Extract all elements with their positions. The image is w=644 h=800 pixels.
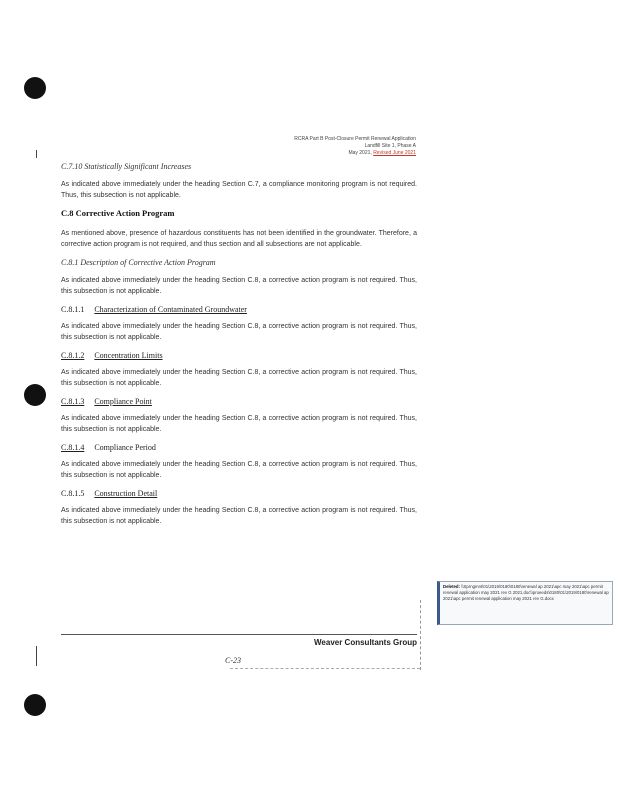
punch-hole-top [24,77,46,99]
deleted-comment-balloon[interactable] [437,581,613,625]
header-revision: Revised June 2021 [373,150,416,156]
section-paragraph: As indicated above immediately under the heading Section C.8, a corrective action program is not required. Thus, this subsection is not applicable. [61,415,417,433]
header-title: RCRA Part B Post-Closure Permit Renewal Application [294,136,416,142]
subsection-title: Construction Detail [94,489,158,498]
subsection-number: C.8.1.1 [61,305,85,314]
subsection-heading [61,350,417,361]
section-paragraph: As mentioned above, presence of hazardous constituents has not been identified in the groundwater. Therefore, a corrective action program is not required, and thus section and all subsections are not applicable. [61,230,417,248]
section-paragraph: As indicated above immediately under the heading Section C.8, a corrective action program is not required. Thus, this subsection is not applicable. [61,277,417,295]
header-site: Landfill Site 1, Phase A [364,143,416,149]
header-date: May 2021 [348,150,371,156]
page-number: C-23 [225,656,241,665]
subsection-heading [61,396,417,407]
subsection-title: Compliance Point [94,397,152,406]
section-heading: C.8 Corrective Action Program [61,208,175,218]
subsection-number: C.8.1.3 [61,397,85,406]
subsection-number: C.8.1.2 [61,351,85,360]
subsection-heading [61,442,417,453]
section-heading: C.7.10 Statistically Significant Increases [61,162,192,171]
section-paragraph: As indicated above immediately under the heading Section C.8, a corrective action program is not required. Thus, this subsection is not applicable. [61,323,417,341]
running-header [280,136,416,157]
subsection-title: Compliance Period [94,443,156,452]
section-paragraph: As indicated above immediately under the heading Section C.8, a corrective action program is not required. Thus, this subsection is not applicable. [61,507,417,525]
section-paragraph: As indicated above immediately under the heading Section C.7, a compliance monitoring program is not required. Thus, this subsection is not applicable. [61,181,417,199]
comment-text: \\Sprngmnt\01\2019\0180\0180\renewal ap 2021\apc may 2021\apc permit renewal application may 2021 rev G 2021.doc\\proeeds\0180\01\2019\0180\renewal ap 2021\apc permit renewal application may 2021 rev G.docx [443,584,609,602]
comment-leader-line [420,600,422,670]
subsection-title: Concentration Limits [94,351,163,360]
header-date-line: May 2021, Revised June 2021 [348,150,416,156]
subsection-heading [61,304,417,315]
comment-leader-line [230,668,420,670]
punch-hole-bottom [24,694,46,716]
comment-label: Deleted: [443,584,460,589]
punch-hole-middle [24,384,46,406]
section-heading: C.8.1 Description of Corrective Action Program [61,258,216,267]
footer-rule [61,634,417,635]
subsection-title: Characterization of Contaminated Groundwater [94,305,247,314]
section-paragraph: As indicated above immediately under the heading Section C.8, a corrective action program is not required. Thus, this subsection is not applicable. [61,461,417,479]
subsection-heading [61,488,417,499]
subsection-number: C.8.1.5 [61,489,85,498]
margin-mark [36,646,37,666]
document-body [61,161,417,534]
subsection-number: C.8.1.4 [61,443,85,452]
margin-mark [36,150,37,158]
section-paragraph: As indicated above immediately under the heading Section C.8, a corrective action program is not required. Thus, this subsection is not applicable. [61,369,417,387]
footer-company: Weaver Consultants Group [314,638,417,647]
